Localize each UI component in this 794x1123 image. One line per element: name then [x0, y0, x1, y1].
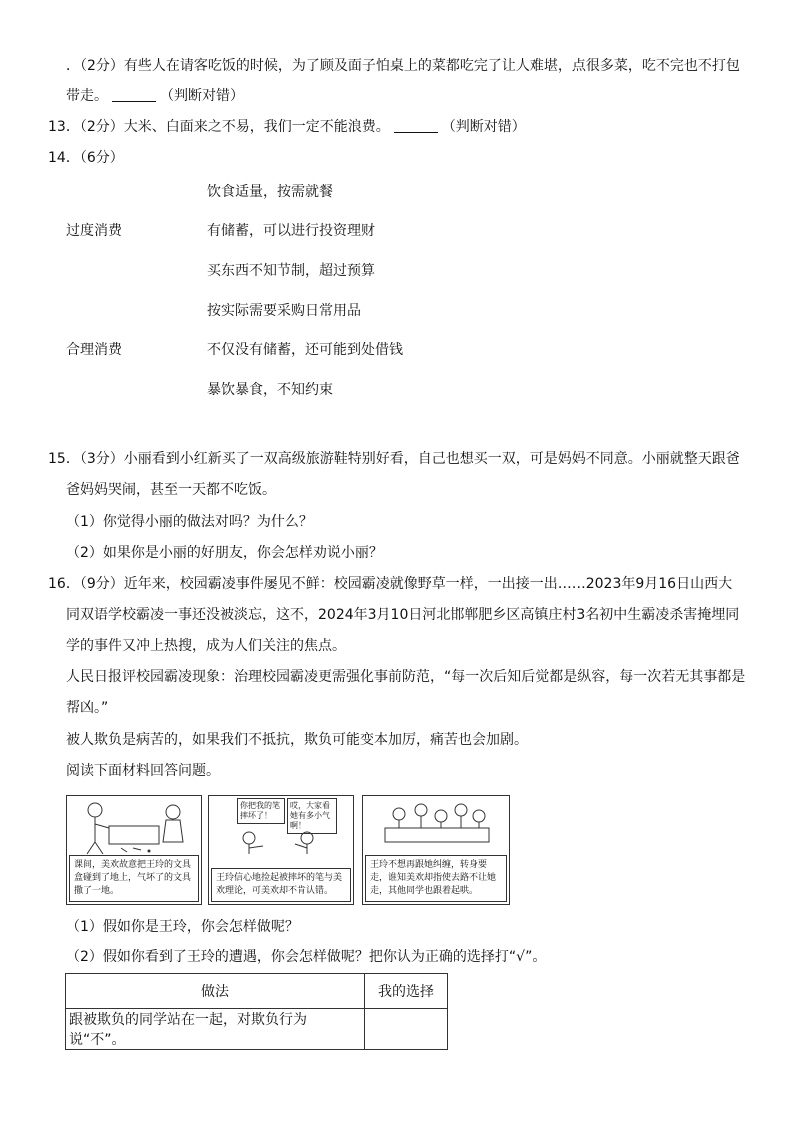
speech-bubble: 哎，大家看她有多小气啊！: [287, 798, 337, 834]
q13-suffix: （判断对错）: [441, 119, 526, 135]
q16-line7: 阅读下面材料回答问题。: [66, 763, 220, 779]
crowd-scene-illustration: [365, 798, 509, 856]
q13-line: [48, 117, 526, 137]
q14-right-item: 饮食适量，按需就餐: [207, 184, 333, 200]
table-cell-method: 跟被欺负的同学站在一起，对欺负行为说“不”。: [66, 1009, 365, 1050]
q14-right-item: 有储蓄，可以进行投资理财: [207, 223, 375, 239]
q12-answer-blank[interactable]: [112, 87, 156, 102]
comic-caption-1: 课间，美欢故意把王玲的文具盒碰到了地上，气坏了的文具撒了一地。: [69, 855, 199, 902]
q16-line3: 学的事件又冲上热搜，成为人们关注的焦点。: [66, 638, 346, 654]
q14-header: 14．（6分）: [48, 150, 124, 166]
q12-line2-prefix: 带走。: [66, 88, 108, 104]
comic-panel-3: [362, 795, 510, 905]
q14-left-item: 过度消费: [66, 223, 122, 239]
comic-panel-2: [208, 795, 354, 905]
comic-panel-1: [66, 795, 202, 905]
q15-line1: 15．（3分）小丽看到小红新买了一双高级旅游鞋特别好看，自己也想买一双，可是妈妈不同意。小丽就整天跟爸: [48, 451, 740, 467]
table-header-choice: 我的选择: [365, 974, 448, 1009]
q16-sub2: （2）假如你看到了王玲的遭遇，你会怎样做呢？把你认为正确的选择打“√”。: [66, 949, 547, 965]
q15-sub2: （2）如果你是小丽的好朋友，你会怎样劝说小丽？: [66, 545, 383, 561]
q13-text: 13．（2分）大米、白面来之不易，我们一定不能浪费。: [48, 119, 390, 135]
speech-bubble: 你把我的笔摔坏了！: [237, 798, 285, 824]
q16-line2: 同双语学校霸凌一事还没被淡忘，这不，2024年3月10日河北邯郸肥乡区高镇庄村3名初中生霸凌杀害掩埋同: [66, 607, 740, 623]
q16-line4: 人民日报评校园霸凌现象：治理校园霸凌更需强化事前防范，“每一次后知后觉都是纵容，每一次若无其事都是: [66, 669, 746, 685]
q16-line5: 帮凶。”: [66, 700, 109, 716]
q16-sub1: （1）假如你是王玲，你会怎样做呢？: [66, 919, 299, 935]
q16-line1: 16．（9分）近年来，校园霸凌事件屡见不鲜：校园霸凌就像野草一样，一出接一出……2023年9月16日山西大: [48, 576, 733, 592]
table-header-method: 做法: [66, 974, 365, 1009]
argument-scene-illustration: [211, 830, 353, 856]
q14-right-item: 不仅没有储蓄，还可能到处借钱: [207, 342, 403, 358]
classroom-scene-illustration: [69, 798, 201, 856]
q15-line2: 爸妈妈哭闹，甚至一天都不吃饭。: [66, 482, 276, 498]
q13-answer-blank[interactable]: [394, 118, 438, 133]
q12-line1: ．（2分）有些人在请客吃饭的时候，为了顾及面子怕桌上的菜都吃完了让人难堪，点很多菜，吃不完也不打包: [66, 58, 740, 74]
q14-right-item: 暴饮暴食，不知约束: [207, 382, 333, 398]
choice-table: [65, 973, 448, 1050]
q14-left-item: 合理消费: [66, 342, 122, 358]
q14-right-item: 买东西不知节制，超过预算: [207, 263, 375, 279]
q12-line2-suffix: （判断对错）: [160, 88, 244, 104]
table-header-row: [66, 974, 448, 1009]
q12-line2: [66, 86, 244, 106]
q16-line6: 被人欺负是病苦的，如果我们不抵抗，欺负可能变本加厉，痛苦也会加剧。: [66, 732, 528, 748]
q15-sub1: （1）你觉得小丽的做法对吗？为什么？: [66, 514, 313, 530]
table-cell-choice[interactable]: [365, 1009, 448, 1050]
comic-caption-2: 王玲信心地捡起被摔坏的笔与美欢理论，可美欢却不肯认错。: [211, 868, 351, 902]
table-row: [66, 1009, 448, 1050]
q14-right-item: 按实际需要采购日常用品: [207, 303, 361, 319]
comic-caption-3: 王玲不想再跟她纠缠，转身要走，谁知美欢却指使去路不让她走，其他同学也跟着起哄。: [365, 855, 507, 902]
